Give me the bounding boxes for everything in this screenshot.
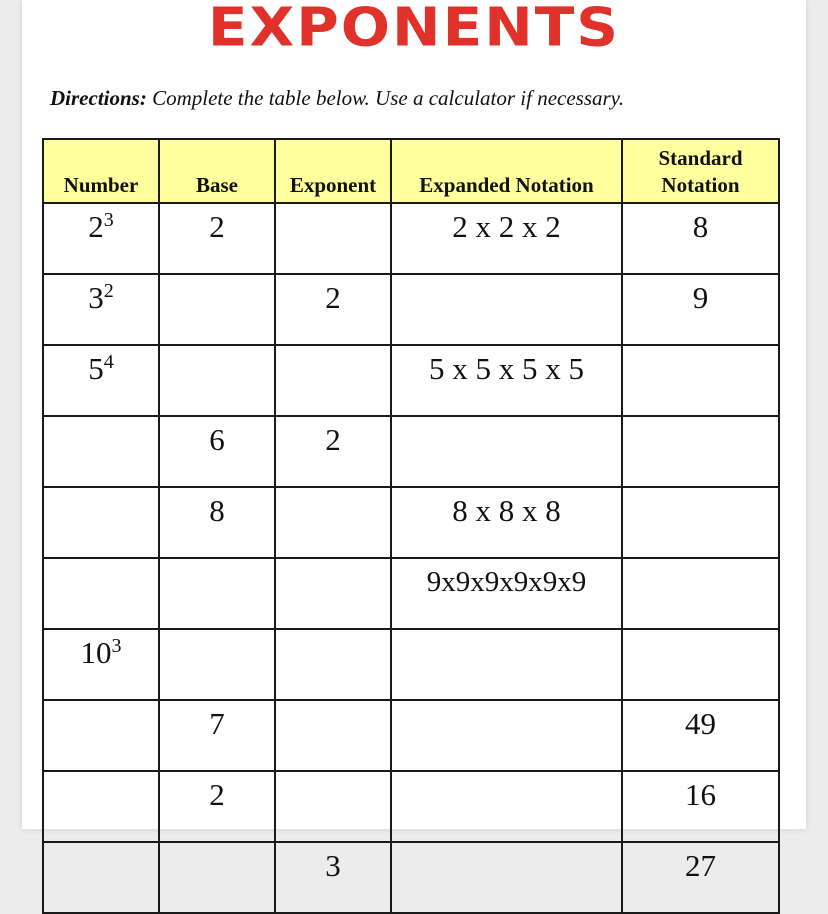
expanded-cell[interactable]: [391, 416, 622, 487]
table-row: [43, 274, 779, 345]
number-cell[interactable]: [43, 558, 159, 629]
number-exponent: 4: [103, 351, 114, 373]
exponent-cell[interactable]: [275, 345, 391, 416]
expanded-cell[interactable]: [391, 274, 622, 345]
number-cell[interactable]: [43, 771, 159, 842]
header-standard-line1: Standard: [658, 146, 743, 170]
number-exponent: 3: [111, 635, 122, 657]
standard-cell[interactable]: [622, 487, 779, 558]
base-cell[interactable]: [159, 558, 275, 629]
standard-cell[interactable]: 9: [622, 274, 779, 345]
number-cell[interactable]: [43, 274, 159, 345]
exponent-cell[interactable]: [275, 203, 391, 274]
table-row: [43, 416, 779, 487]
standard-cell[interactable]: 8: [622, 203, 779, 274]
exponent-cell[interactable]: [275, 629, 391, 700]
base-cell[interactable]: 2: [159, 771, 275, 842]
number-base: 3: [88, 280, 104, 315]
number-cell[interactable]: [43, 203, 159, 274]
standard-cell[interactable]: 49: [622, 700, 779, 771]
table-row: [43, 345, 779, 416]
header-standard-line2: Notation: [661, 173, 740, 197]
table-row: [43, 842, 779, 913]
expanded-cell[interactable]: 9x9x9x9x9x9: [391, 558, 622, 629]
exponent-cell[interactable]: 3: [275, 842, 391, 913]
table-row: [43, 203, 779, 274]
standard-cell[interactable]: [622, 345, 779, 416]
base-cell[interactable]: [159, 629, 275, 700]
expanded-cell[interactable]: 2 x 2 x 2: [391, 203, 622, 274]
header-number: Number: [43, 139, 159, 203]
base-cell[interactable]: 6: [159, 416, 275, 487]
standard-cell[interactable]: 27: [622, 842, 779, 913]
directions: [50, 86, 780, 111]
number-cell[interactable]: [43, 700, 159, 771]
expanded-cell[interactable]: [391, 700, 622, 771]
header-expanded-notation: Expanded Notation: [391, 139, 622, 203]
worksheet-title: EXPONENTS: [207, 0, 621, 59]
table-row: [43, 487, 779, 558]
exponent-cell[interactable]: [275, 700, 391, 771]
base-cell[interactable]: [159, 345, 275, 416]
table-row: [43, 558, 779, 629]
header-row: [43, 139, 779, 203]
base-cell[interactable]: 8: [159, 487, 275, 558]
exponent-cell[interactable]: 2: [275, 416, 391, 487]
worksheet-page: [22, 0, 806, 883]
number-base: 2: [88, 209, 104, 244]
number-exponent: 3: [103, 209, 114, 231]
expanded-cell[interactable]: 8 x 8 x 8: [391, 487, 622, 558]
number-cell[interactable]: [43, 629, 159, 700]
directions-text: Complete the table below. Use a calculator if necessary.: [152, 86, 625, 110]
number-cell[interactable]: [43, 487, 159, 558]
directions-label: Directions:: [50, 86, 147, 110]
expanded-cell[interactable]: 5 x 5 x 5 x 5: [391, 345, 622, 416]
base-cell[interactable]: [159, 274, 275, 345]
expanded-cell[interactable]: [391, 771, 622, 842]
exponent-cell[interactable]: 2: [275, 274, 391, 345]
standard-cell[interactable]: [622, 416, 779, 487]
number-cell[interactable]: [43, 842, 159, 913]
number-base: 10: [80, 635, 112, 670]
exponents-table: [42, 138, 780, 914]
base-cell[interactable]: [159, 842, 275, 913]
number-exponent: 2: [103, 280, 114, 302]
base-cell[interactable]: 7: [159, 700, 275, 771]
standard-cell[interactable]: [622, 558, 779, 629]
exponent-cell[interactable]: [275, 771, 391, 842]
number-cell[interactable]: [43, 345, 159, 416]
table-row: [43, 771, 779, 842]
number-base: 5: [88, 351, 104, 386]
header-exponent: Exponent: [275, 139, 391, 203]
table-row: [43, 629, 779, 700]
exponent-cell[interactable]: [275, 487, 391, 558]
standard-cell[interactable]: [622, 629, 779, 700]
number-cell[interactable]: [43, 416, 159, 487]
header-standard-notation: [622, 139, 779, 203]
exponent-cell[interactable]: [275, 558, 391, 629]
standard-cell[interactable]: 16: [622, 771, 779, 842]
expanded-cell[interactable]: [391, 842, 622, 913]
base-cell[interactable]: 2: [159, 203, 275, 274]
expanded-cell[interactable]: [391, 629, 622, 700]
table-row: [43, 700, 779, 771]
header-base: Base: [159, 139, 275, 203]
